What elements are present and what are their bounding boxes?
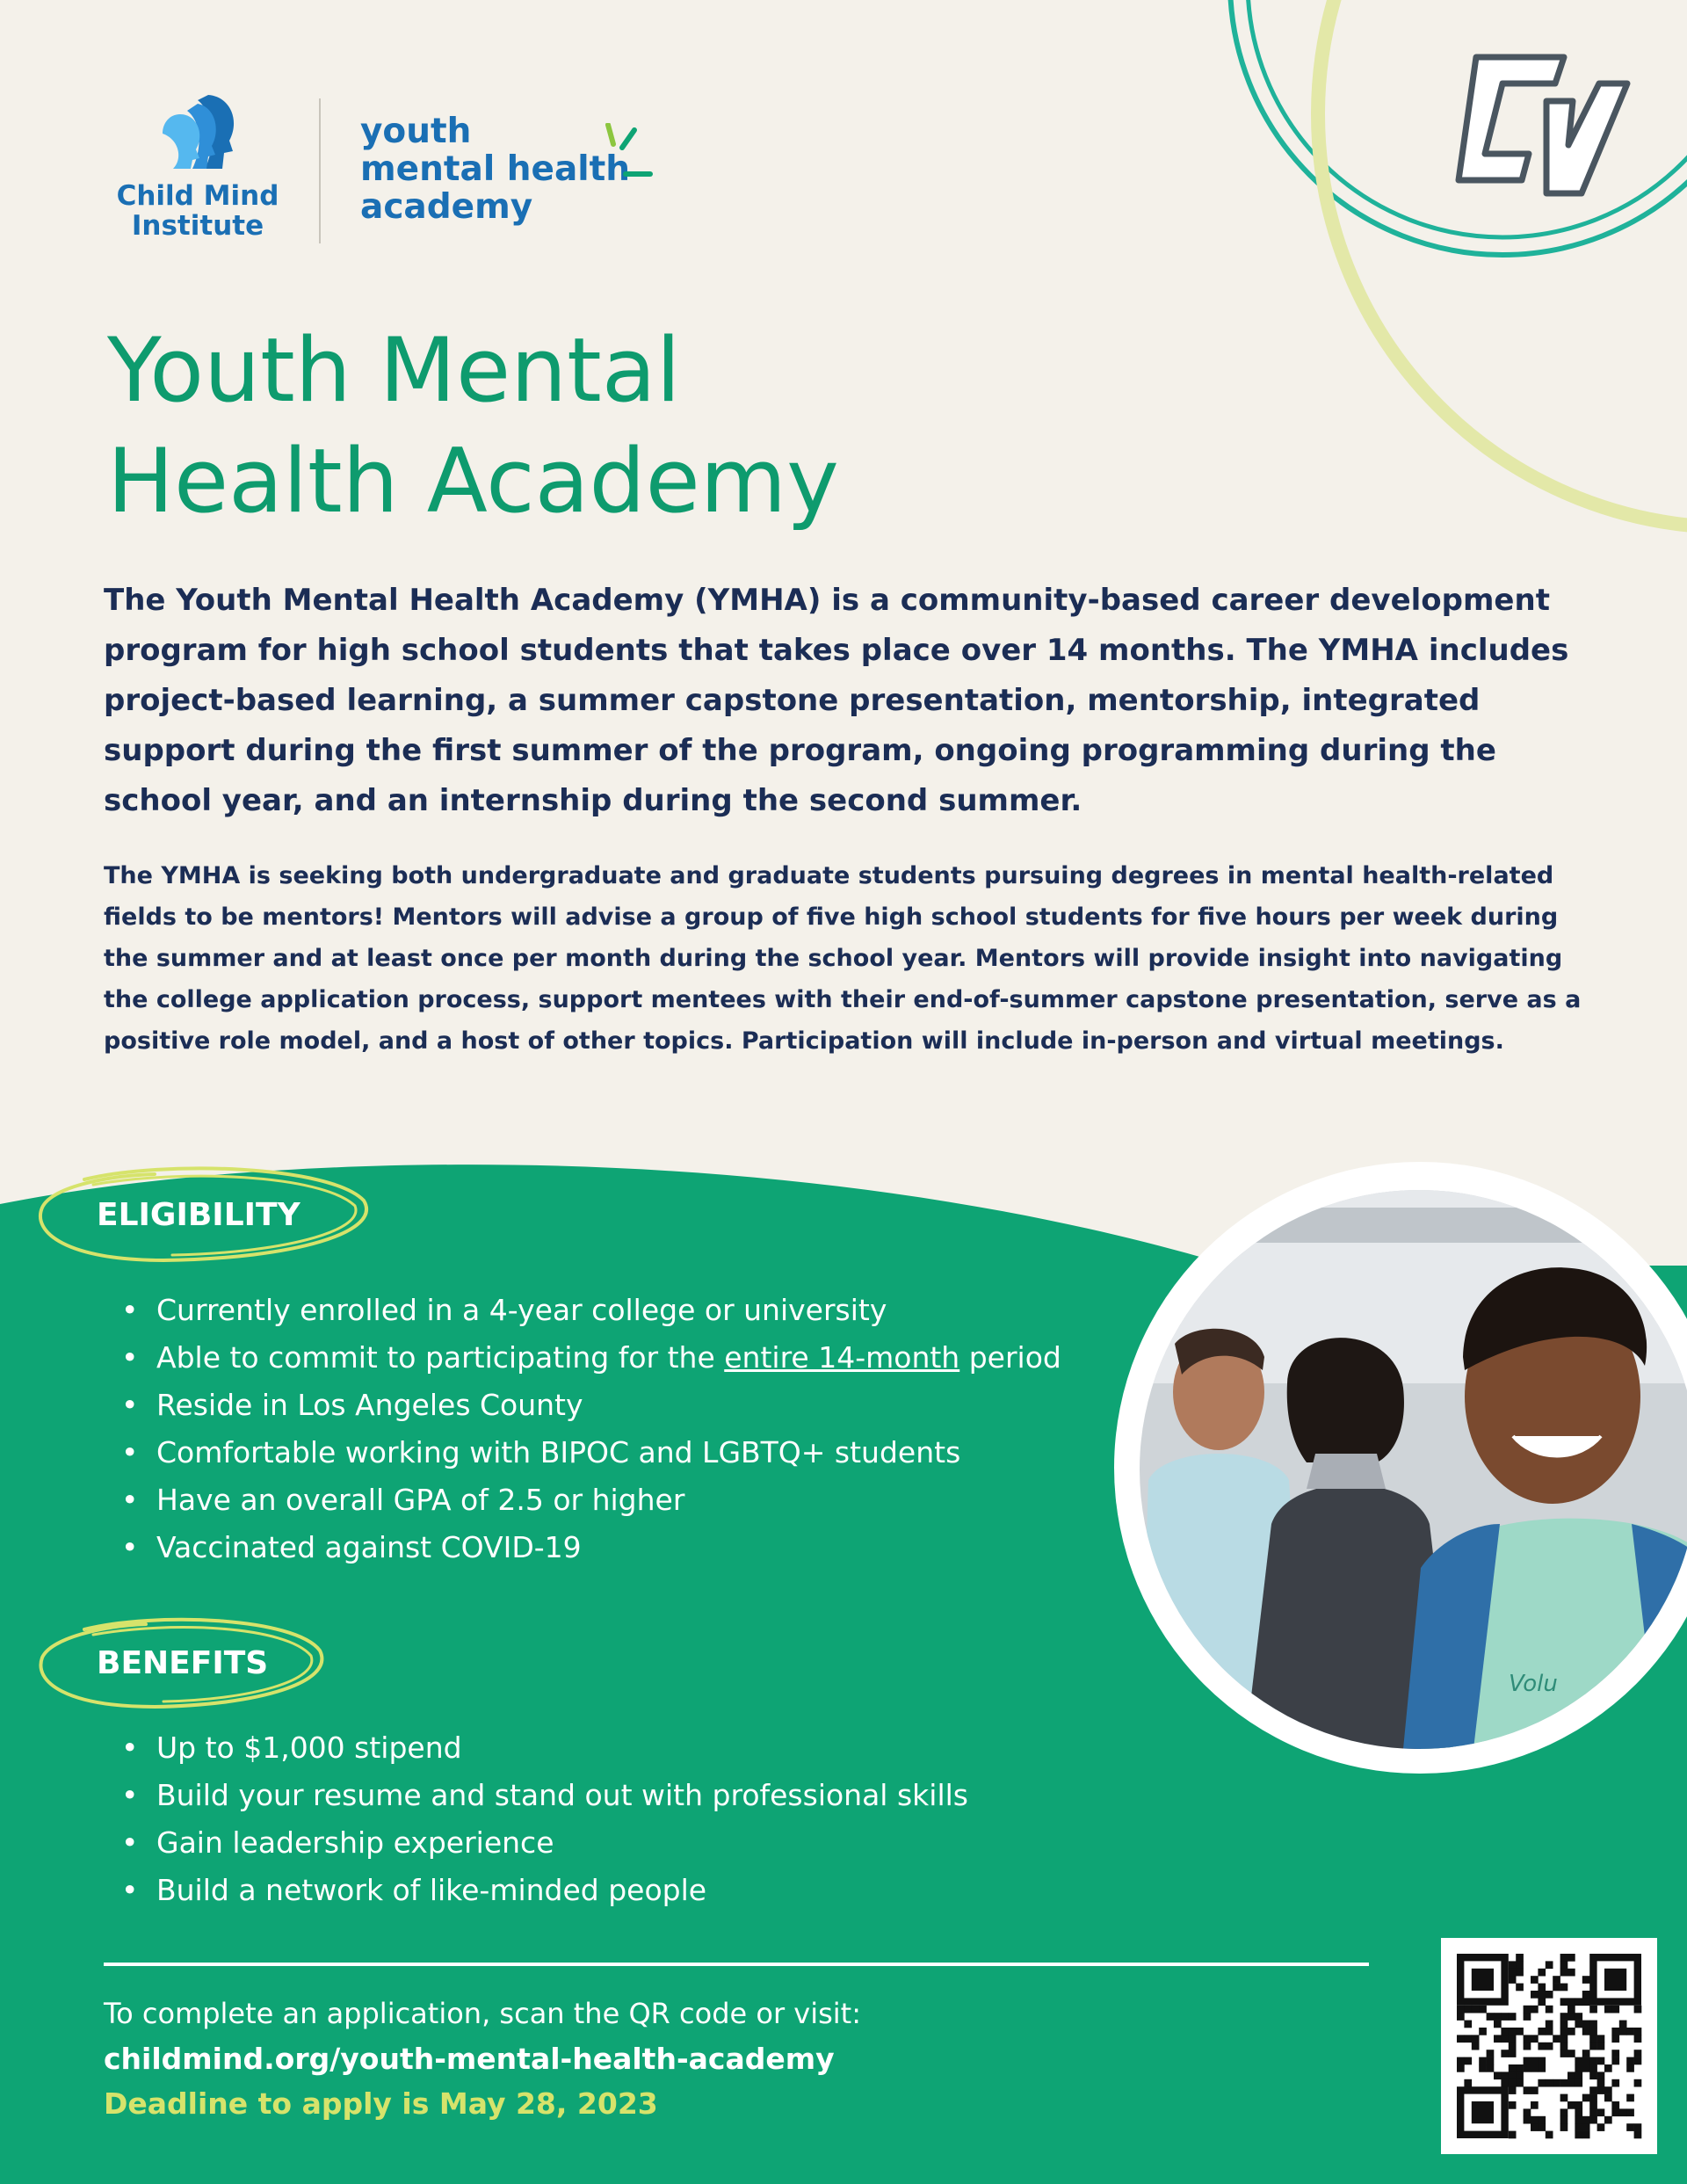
item-text-after: period [959, 1340, 1061, 1375]
benefits-list [119, 1724, 968, 1914]
shirt-text: Volu [1509, 1671, 1558, 1697]
item-text-before: Able to commit to participating for the [156, 1340, 725, 1375]
qr-pattern [1441, 1938, 1657, 2154]
list-item [119, 1334, 1061, 1382]
students-photo [1140, 1190, 1687, 1749]
cmi-name-line1: Child Mind [116, 180, 279, 212]
list-item: • Vaccinated against COVID-19 [119, 1524, 1061, 1571]
application-link[interactable]: childmind.org/youth-mental-health-academy [104, 2042, 835, 2076]
list-item: • Build a network of like-minded people [119, 1867, 968, 1914]
page-title [107, 315, 839, 536]
cv-monogram-icon[interactable] [1441, 40, 1634, 207]
intro-paragraph: The Youth Mental Health Academy (YMHA) is a community-based career development program for high school students that takes place over 14 months. The YMHA includes project-based learning, a summer capstone presentation, mentorship, integrated support during the first summer of the program, ongoing programming during the school year, and an internship during the second summer. [104, 583, 1569, 818]
head-profile-icon [154, 88, 242, 176]
benefits-heading: BENEFITS [97, 1645, 269, 1681]
details-paragraph: The YMHA is seeking both undergraduate and graduate students pursuing degrees in mental health-related fields to be mentors! Mentors will advise a group of five high school students for five hours per week during the summer and at least once per month during the school year. Mentors will provide insight into navigating the college application process, support mentees with their end-of-summer capstone presentation, serve as a positive role model, and a host of other topics. Participation will include in-person and virtual meetings. [104, 862, 1582, 1055]
ymha-logo-line3: academy [360, 187, 533, 227]
rays-icon [605, 123, 654, 181]
divider [104, 1963, 1369, 1966]
list-item: • Comfortable working with BIPOC and LGBTQ+ students [119, 1429, 1061, 1477]
students-illustration [1140, 1190, 1687, 1749]
list-item: • Reside in Los Angeles County [119, 1382, 1061, 1429]
list-item: • Gain leadership experience [119, 1819, 968, 1867]
cmi-name-line2: Institute [131, 210, 264, 242]
logo-divider [319, 98, 321, 243]
ymha-logo[interactable] [360, 112, 630, 226]
list-item: • Have an overall GPA of 2.5 or higher [119, 1477, 1061, 1524]
list-item: • Currently enrolled in a 4-year college or university [119, 1287, 1061, 1334]
qr-code-icon[interactable] [1441, 1938, 1657, 2154]
deadline-text: Deadline to apply is May 28, 2023 [104, 2086, 658, 2121]
item-text-underlined: entire 14-month [724, 1340, 960, 1375]
ymha-logo-line1: youth [360, 112, 472, 151]
title-line1: Youth Mental [107, 318, 681, 422]
ymha-logo-line2: mental health [360, 149, 631, 189]
eligibility-heading: ELIGIBILITY [97, 1197, 300, 1233]
cta-prompt: To complete an application, scan the QR code or visit: [104, 1997, 861, 2030]
title-line2: Health Academy [107, 429, 839, 533]
child-mind-institute-logo[interactable] [110, 88, 286, 255]
list-item: • Build your resume and stand out with professional skills [119, 1772, 968, 1819]
list-item: • Up to $1,000 stipend [119, 1724, 968, 1772]
eligibility-list [119, 1287, 1061, 1571]
